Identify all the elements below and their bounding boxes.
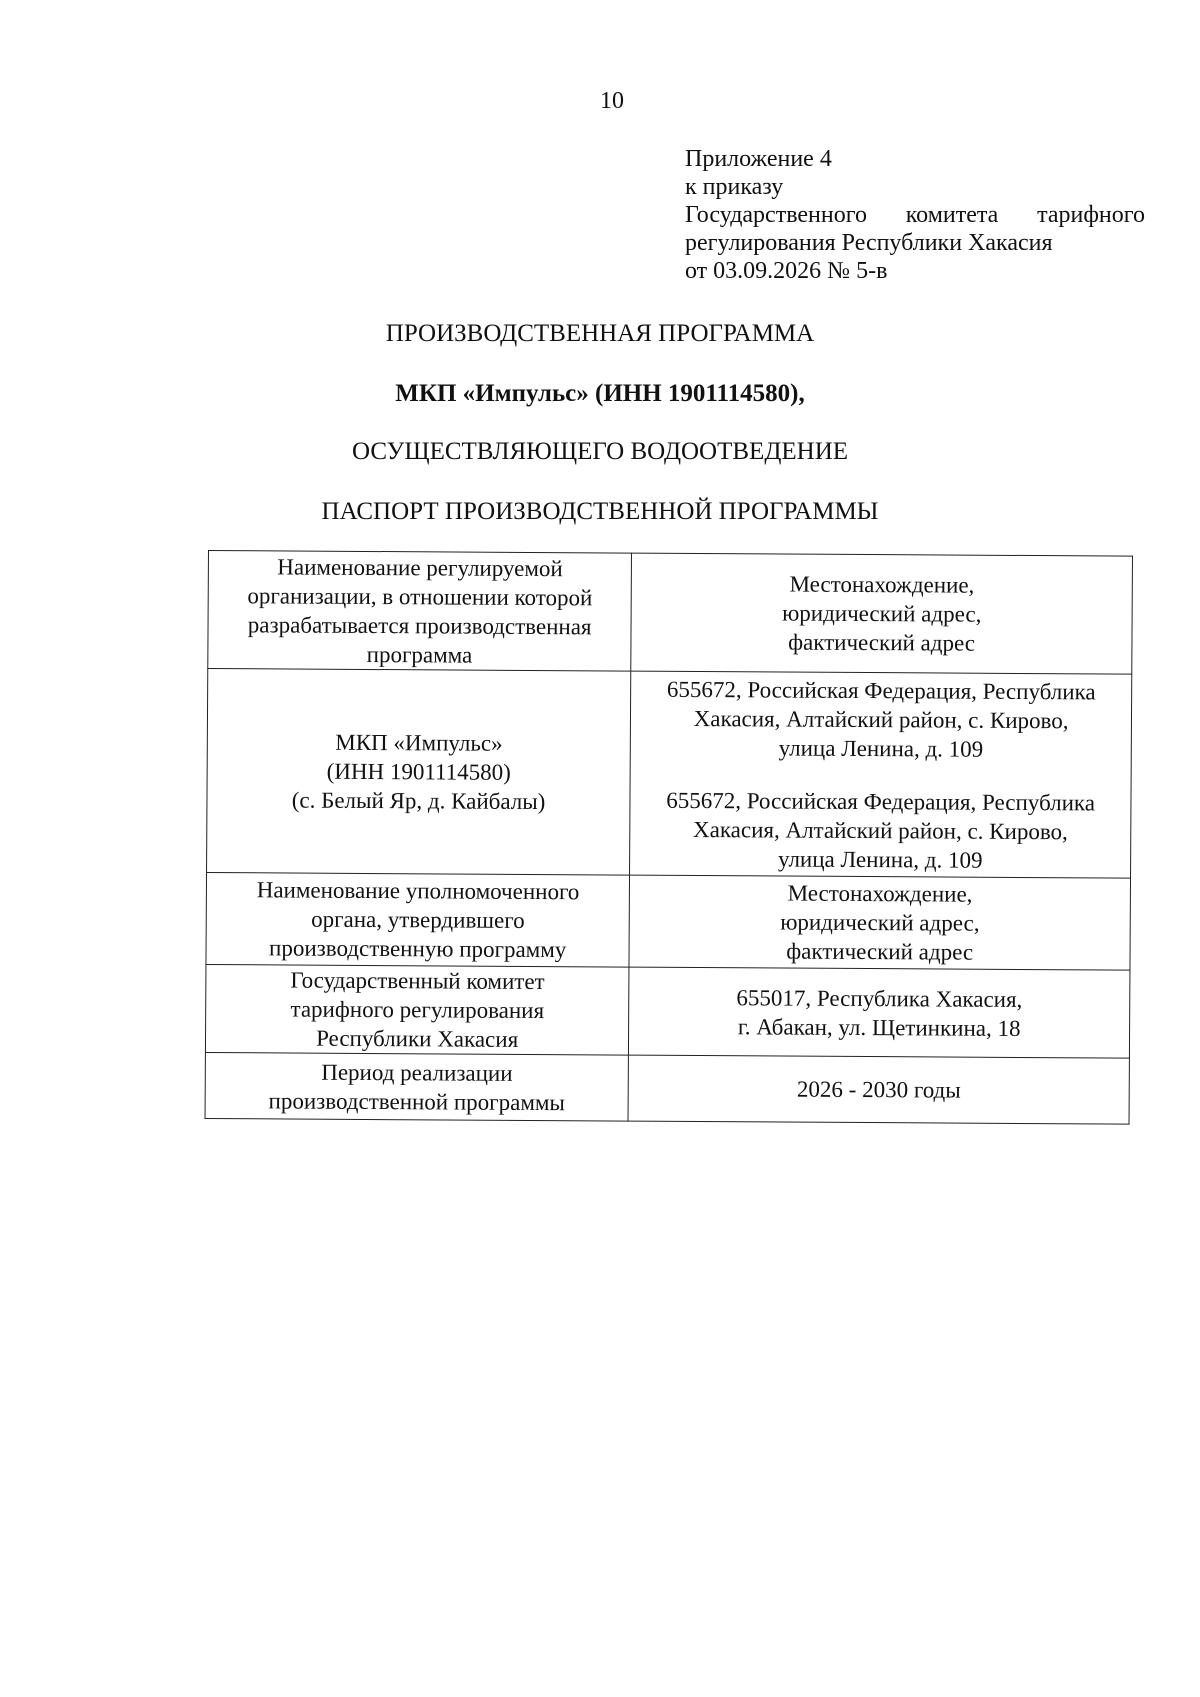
annex-line-1: Приложение 4 bbox=[685, 146, 832, 172]
heading-activity: ОСУЩЕСТВЛЯЮЩЕГО ВОДООТВЕДЕНИЕ bbox=[351, 438, 849, 465]
table-row bbox=[205, 1052, 1129, 1124]
heading-program: ПРОИЗВОДСТВЕННАЯ ПРОГРАММА bbox=[385, 320, 815, 347]
table-row bbox=[205, 964, 1130, 1058]
table-cell-period-header: Период реализации производственной программы bbox=[205, 1052, 629, 1121]
table-cell-authority-header: Наименование уполномоченного органа, утвердившего производственную программу bbox=[206, 872, 630, 967]
table-row bbox=[207, 669, 1132, 879]
heading-passport: ПАСПОРТ ПРОИЗВОДСТВЕННОЙ ПРОГРАММЫ bbox=[321, 498, 879, 525]
annex-line-2: к приказу bbox=[685, 174, 784, 200]
annex-line-4: регулирования Республики Хакасия bbox=[685, 230, 1053, 256]
table-cell-org-name-header: Наименование регулируемой организации, в отношении которой разрабатывается производственная программа bbox=[208, 551, 632, 672]
page-number: 10 bbox=[600, 88, 624, 114]
table-cell-authority-name: Государственный комитет тарифного регулирования Республики Хакасия bbox=[205, 964, 629, 1055]
table-cell-authority-address-header: Местонахождение, юридический адрес, фактический адрес bbox=[629, 875, 1130, 970]
annex-reference bbox=[685, 145, 1145, 285]
actual-address: 655672, Российская Федерация, Республика Хакасия, Алтайский район, с. Кирово, улица Ленина, д. 109 bbox=[666, 787, 1096, 873]
table-cell-org-name: МКП «Импульс» (ИНН 1901114580) (с. Белый Яр, д. Кайбалы) bbox=[207, 669, 632, 876]
table-row bbox=[206, 872, 1131, 970]
annex-line-3: Государственного комитета тарифного bbox=[685, 202, 1145, 228]
table-cell-address-header: Местонахождение, юридический адрес, фактический адрес bbox=[631, 553, 1132, 674]
table-cell-period-value: 2026 - 2030 годы bbox=[628, 1055, 1129, 1124]
table-cell-authority-address: 655017, Республика Хакасия, г. Абакан, ул. Щетинкина, 18 bbox=[629, 967, 1130, 1058]
heading-organization: МКП «Импульс» (ИНН 1901114580), bbox=[395, 380, 805, 407]
table-row bbox=[208, 551, 1133, 675]
passport-table bbox=[205, 550, 1133, 1125]
table-cell-org-address bbox=[630, 671, 1132, 878]
annex-line-5: от 03.09.2026 № 5-в bbox=[685, 258, 888, 284]
legal-address: 655672, Российская Федерация, Республика Хакасия, Алтайский район, с. Кирово, улица Ленина, д. 109 bbox=[666, 676, 1096, 762]
